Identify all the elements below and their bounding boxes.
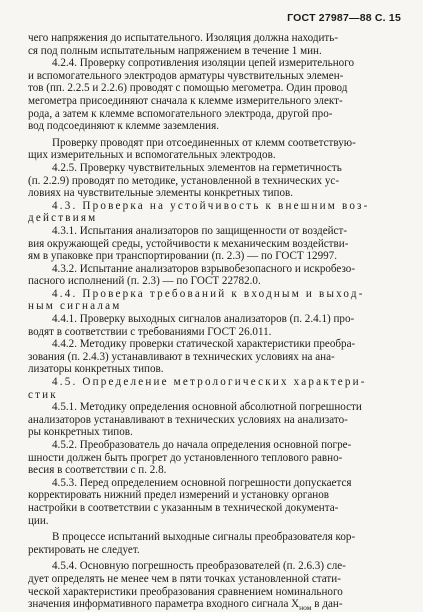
text-line: настройки в соответствии с указанным в технической документа- xyxy=(28,501,339,514)
text-line xyxy=(28,598,403,611)
text-line: 4.2.4. Проверку сопротивления изоляции цепей измерительного xyxy=(52,57,355,70)
document-body xyxy=(28,32,403,611)
text-line: шности должен быть прогрет до установленного теплового равно- xyxy=(28,451,343,464)
text-line: дует определять не менее чем в пяти точках установленной стати- xyxy=(28,572,341,585)
text-line: ческой характеристики преобразования сравнением номинального xyxy=(28,585,343,598)
text-line: зования (п. 2.4.3) устанавливают в технических условиях на ана- xyxy=(28,350,335,363)
text-line: 4.5.3. Перед определением основной погрешности допускается xyxy=(52,476,352,489)
text-line: пасного исполнений (п. 2.3) — по ГОСТ 22782.0. xyxy=(28,275,261,288)
text-line: Проверку проводят при отсоединенных от клемм соответствую- xyxy=(52,136,356,149)
text-line: корректировать нижний предел измерений и установку органов xyxy=(28,489,329,502)
text-line: 4.3.1. Испытания анализаторов по защищенности от воздейст- xyxy=(52,224,348,237)
text-line: В процессе испытаний выходные сигналы преобразователя кор- xyxy=(52,531,356,544)
text-line: мегометра присоединяют сначала к клемме измерительного элект- xyxy=(28,94,343,107)
text-line: 4.4.1. Проверку выходных сигналов анализаторов (п. 2.4.1) про- xyxy=(52,313,355,326)
text-line: ции. xyxy=(28,514,49,527)
text-line: весия в соответствии с п. 2.8. xyxy=(28,464,167,477)
text-line: 4.5.1. Методику определения основной абсолютной погрешности xyxy=(52,401,362,414)
text-line: ям в упаковке при транспортировании (п. 2.3) — по ГОСТ 12997. xyxy=(28,250,337,263)
text-line: 4.5.4. Основную погрешность преобразователей (п. 2.6.3) сле- xyxy=(52,560,346,573)
text-line: 4.5.2. Преобразователь до начала определения основной погре- xyxy=(52,439,352,451)
text-line: ры конкретных типов. xyxy=(28,426,133,439)
subscript-nom: ном xyxy=(299,603,312,612)
text-line: 4.2.5. Проверку чувствительных элементов на герметичность xyxy=(52,161,342,174)
page-header: ГОСТ 27987—88 С. 15 xyxy=(287,12,401,24)
section-heading: стик xyxy=(28,388,58,401)
text-line: чего напряжения до испытательного. Изоляция должна находить- xyxy=(28,32,339,44)
text-line: рода, а затем к клемме вспомогательного электрода, другой про- xyxy=(28,107,333,120)
text-line: 4.3.2. Испытание анализаторов взрывобезопасного и искробезо- xyxy=(52,262,356,275)
text-line: (п. 2.2.9) проводят по методике, установленной в технических ус- xyxy=(28,174,340,187)
text-line: тов (пп. 2.2.5 и 2.2.6) проводят с помощью мегометра. Один провод xyxy=(28,82,348,95)
section-heading: ным сигналам xyxy=(28,300,122,313)
text-line: ректировать не следует. xyxy=(28,543,140,556)
text-line: водят в соответствии с требованиями ГОСТ 26.011. xyxy=(28,325,272,338)
section-heading: 4.5. Определение метрологических характери- xyxy=(52,376,367,389)
text-line: ловиях на чувствительные элементы конкретных типов. xyxy=(28,187,294,200)
section-heading: 4.4. Проверка требований к входным и выход- xyxy=(52,287,365,300)
text-line: лизаторы конкретных типов. xyxy=(28,363,164,376)
text-fragment: значения информативного параметра входного сигнала X xyxy=(28,598,300,611)
text-line: вия окружающей среды, устойчивости к механическим воздействи- xyxy=(28,237,349,250)
text-line: вод подсоединяют к клемме заземления. xyxy=(28,120,219,133)
text-line: ся под полным испытательным напряжением в течение 1 мин. xyxy=(28,44,322,57)
text-line: щих измерительных и вспомогательных электродов. xyxy=(28,149,276,162)
text-line: и вспомогательного электродов арматуры чувствительных элемен- xyxy=(28,69,344,82)
text-line: 4.4.2. Методику проверки статической характеристики преобра- xyxy=(52,338,356,351)
section-heading: действиям xyxy=(28,212,98,225)
text-line: анализаторов устанавливают в технических условиях на анализато- xyxy=(28,413,348,426)
text-fragment: в дан- xyxy=(311,598,343,611)
section-heading: 4.3. Проверка на устойчивость к внешним воз- xyxy=(52,199,370,212)
